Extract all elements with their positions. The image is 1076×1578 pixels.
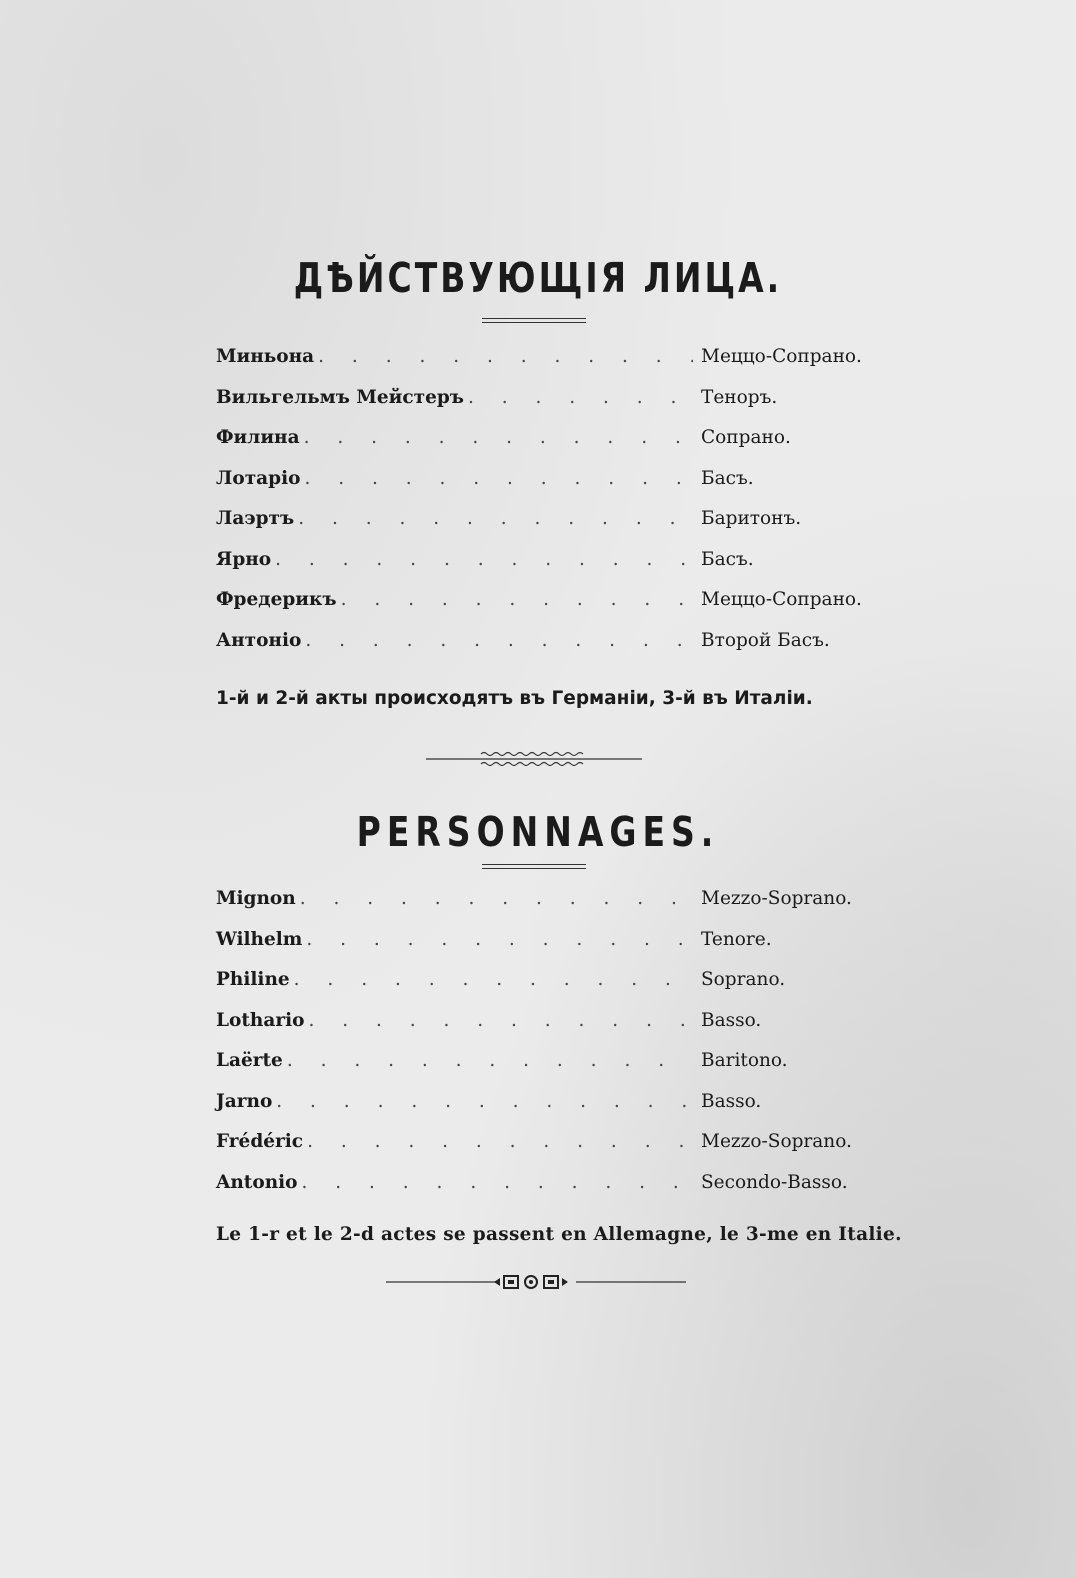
role-name: Laërte [216,1050,283,1071]
role-name: Миньона [216,346,315,367]
role-row [216,427,861,468]
voice-type: Soprano. [701,969,786,990]
dot-leader [300,468,693,489]
role-name: Вильгельмъ Мейстеръ [216,386,464,408]
voice-type: Второй Басъ. [701,629,830,651]
dot-leader [300,427,693,448]
voice-type: Басъ. [701,548,754,570]
french-role-list [216,888,861,1212]
dot-leader [290,969,693,990]
dot-leader [294,508,693,529]
voice-type: Баритонъ. [701,508,802,529]
voice-type: Basso. [701,1090,762,1112]
role-name: Mignon [216,888,296,909]
role-name: Лаэртъ [216,508,295,529]
dot-leader [337,589,693,610]
role-row [216,508,861,549]
role-row [216,549,861,590]
voice-type: Теноръ. [701,386,778,408]
role-row [216,630,861,671]
role-row [216,387,861,428]
voice-type: Меццо-Сопрано. [701,346,862,367]
wavy-divider-ornament [426,748,642,768]
dot-leader [271,549,693,570]
role-name: Antonio [216,1171,298,1193]
role-name: Jarno [216,1090,273,1112]
russian-role-list [216,346,861,670]
role-row [216,1091,861,1132]
role-name: Philine [216,969,290,990]
role-name: Фредерикъ [216,589,337,610]
dot-leader [304,1010,693,1031]
voice-type: Басъ. [701,467,754,489]
role-name: Ярно [216,548,272,570]
voice-type: Secondo-Basso. [701,1171,848,1193]
dot-leader [301,630,693,651]
role-row [216,1010,861,1051]
role-row [216,1172,861,1213]
dot-leader [302,929,693,950]
tailpiece-ornament [386,1272,686,1292]
voice-type: Сопрано. [701,427,791,448]
voice-type: Basso. [701,1009,762,1031]
dot-leader [298,1172,693,1193]
dot-leader [296,888,693,909]
title-underline-ru [482,318,586,323]
french-setting-note: Le 1-r et le 2-d actes se passent en Allemagne, le 3-me en Italie. [216,1224,902,1245]
voice-type: Tenore. [701,928,772,950]
dot-leader [283,1050,693,1071]
role-name: Frédéric [216,1131,304,1152]
role-name: Антоніо [216,629,302,651]
dot-leader [272,1091,693,1112]
dot-leader [314,346,693,367]
russian-setting-note: 1-й и 2-й акты происходятъ въ Германіи, 3-й въ Италіи. [216,688,813,709]
role-name: Лотаріо [216,467,301,489]
role-row [216,1131,861,1172]
voice-type: Mezzo-Soprano. [701,1131,852,1152]
role-row [216,888,861,929]
voice-type: Mezzo-Soprano. [701,888,852,909]
dot-leader [464,387,693,408]
role-row [216,1050,861,1091]
role-name: Филина [216,427,300,448]
role-row [216,346,861,387]
role-row [216,589,861,630]
voice-type: Меццо-Сопрано. [701,589,862,610]
role-row [216,929,861,970]
voice-type: Baritono. [701,1050,788,1071]
french-cast-title: PERSONNAGES. [356,807,720,856]
role-row [216,969,861,1010]
role-row [216,468,861,509]
russian-cast-title: ДѢЙСТВУЮЩІЯ ЛИЦА. [293,253,783,302]
role-name: Lothario [216,1009,305,1031]
dot-leader [303,1131,693,1152]
role-name: Wilhelm [216,928,303,950]
title-underline-fr [482,864,586,869]
